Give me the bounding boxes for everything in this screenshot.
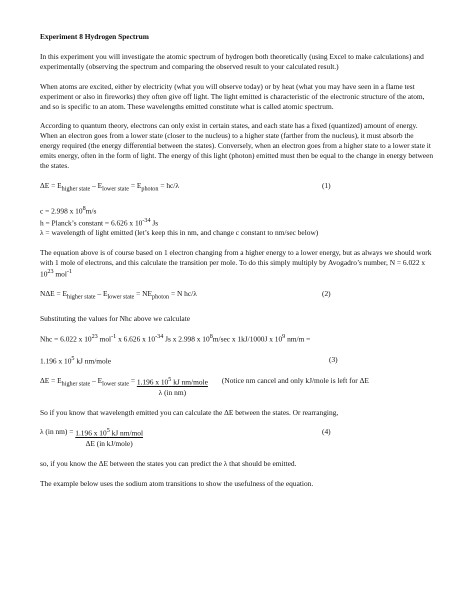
equation-4-number: (4) (322, 427, 331, 437)
excited-atoms-paragraph: When atoms are excited, either by electricity (what you will observe today) or by heat (what you may have seen in a flame test experiment or also in fireworks) they often give off light. The light emitted is characteristic of the electronic structure of the atom, and so is specific to an atom. These wavelengths emitted constitute what is called atomic spectrum. (40, 81, 425, 111)
wavelength-fraction: $\frac{1.196 x 10^5 kJ nm/mol}{\text{ΔE (in kJ/mole)}}$ (75, 428, 144, 448)
document-title: Experiment 8 Hydrogen Spectrum (40, 32, 149, 41)
example-paragraph: The example below uses the sodium atom transitions to show the usefulness of the equation. (40, 478, 314, 488)
avogadro-paragraph: The equation above is of course based on 1 electron changing from a higher energy to a lower energy, but as always we should work with 1 mole of electrons, and this calculate the transition per mole. To do this simply multiply by Avogadro’s number, N = 6.022 x $10^{23}$ mol$^{-1}$ (40, 248, 432, 279)
nhc-calculation: Nhc = 6.022 x $10^{23}$ mol$^{-1}$ x 6.626 x $10^{-34}$ Js x 2.998 x $10^8m/\sec$ x 1kJ/1000J x $10^9$ nm/m = (40, 334, 311, 344)
equation-1: $\Delta E = E_{higher state} - E_{lower state} = E_{photon} = hc/\lambda$ (1) (40, 180, 331, 193)
equation-1-number: (1) (322, 180, 331, 190)
intro-paragraph: In this experiment you will investigate the atomic spectrum of hydrogen both theoretically (using Excel to make calculations) and experimentally (observing the spectrum and comparing the observed result to your calculated result.) (40, 51, 424, 71)
energy-fraction-equation: $\Delta E = E_{higher state} - E_{lower state}$ = $\frac{1.196 x 10^5 kJ nm/mole}{\text{λ (in nm)}}$ (Notice nm cancel and only kJ/mole is left for ΔE (40, 376, 369, 397)
constant-h: h = Planck’s constant = 6.626 x $10^{-34}$ Js (40, 217, 159, 228)
substituting-text: Substituting the values for Nhc above we calculate (40, 313, 191, 323)
energy-fraction: $\frac{1.196 x 10^5 kJ nm/mole}{\text{λ (in nm)}}$ (136, 377, 208, 397)
equation-3: 1.196 x $10^5$ kJ nm/mole (3) (40, 354, 338, 366)
equation-2: $N\Delta E = E_{higher state} - E_{lower state} = NE_{photon} = N$ hc/λ (2) (40, 289, 331, 301)
predict-paragraph: so, if you know the ΔE between the states you can predict the λ that should be emitted. (40, 458, 297, 468)
equation-2-number: (2) (322, 289, 331, 299)
units-note: (Notice nm cancel and only kJ/mole is left for ΔE (221, 376, 369, 386)
quantum-theory-paragraph: According to quantum theory, electrons can only exist in certain states, and each state has a fixed (quantized) amount of energy. When an electron goes from a lower state (closer to the nucleus) to a higher state (farther from the nucleus), it must absorb the energy required (the energy differential between the states). Conversely, when an electron goes from a higher state to a lower state it emits energy, often in the form of light. The energy of this light (photon) emitted must then be equal to the change in energy between the states. (40, 121, 434, 171)
equation-4: λ (in nm) = $\frac{1.196 x 10^5 kJ nm/mol}{\text{ΔE (in kJ/mole)}}$ (4) (40, 427, 331, 448)
rearranging-paragraph: So if you know that wavelength emitted you can calculate the ΔE between the states. Or rearranging, (40, 407, 339, 417)
equation-3-number: (3) (329, 354, 338, 364)
constant-lambda: λ = wavelength of light emitted (let’s keep this in nm, and change c constant to nm/sec below) (40, 228, 319, 238)
constant-c: c = 2.998 x $10^8m/s$ (40, 206, 97, 216)
